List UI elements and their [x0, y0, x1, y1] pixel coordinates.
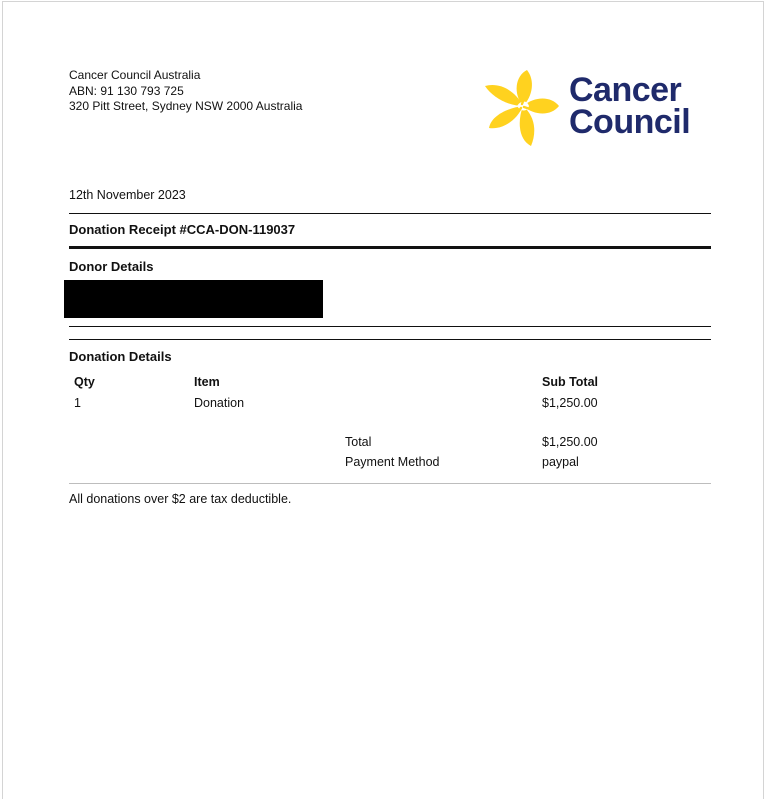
row-subtotal: $1,250.00: [542, 396, 598, 410]
total-value: $1,250.00: [542, 435, 598, 449]
row-item: Donation: [194, 396, 245, 410]
donor-details-title: Donor Details: [69, 259, 154, 274]
divider: [69, 213, 711, 214]
receipt-date: 12th November 2023: [69, 188, 186, 202]
total-label: Total: [345, 435, 372, 449]
divider-light: [69, 483, 711, 484]
divider-thick: [69, 246, 711, 249]
organization-abn: ABN: 91 130 793 725: [69, 83, 184, 98]
donation-details-title: Donation Details: [69, 349, 172, 364]
logo-wordmark: [569, 71, 691, 141]
qty-header: Qty: [74, 375, 95, 389]
tax-deductible-note: All donations over $2 are tax deductible.: [69, 492, 292, 506]
row-qty: 1: [74, 396, 81, 410]
redacted-donor-info: [64, 280, 323, 318]
item-header: Item: [194, 375, 220, 389]
receipt-page: [2, 1, 764, 799]
payment-method-label: Payment Method: [345, 455, 440, 469]
organization-name: Cancer Council Australia: [69, 68, 201, 82]
payment-method-value: paypal: [542, 455, 579, 469]
organization-address: 320 Pitt Street, Sydney NSW 2000 Australia: [69, 99, 303, 113]
daffodil-icon: [479, 66, 565, 152]
receipt-title: Donation Receipt #CCA-DON-119037: [69, 222, 296, 237]
divider: [69, 339, 711, 340]
organization-info: [69, 68, 302, 115]
cancer-council-logo: [479, 66, 699, 152]
divider: [69, 326, 711, 327]
logo-line-1: Cancer: [569, 71, 682, 109]
subtotal-header: Sub Total: [542, 375, 599, 389]
logo-line-2: Council: [569, 103, 691, 141]
